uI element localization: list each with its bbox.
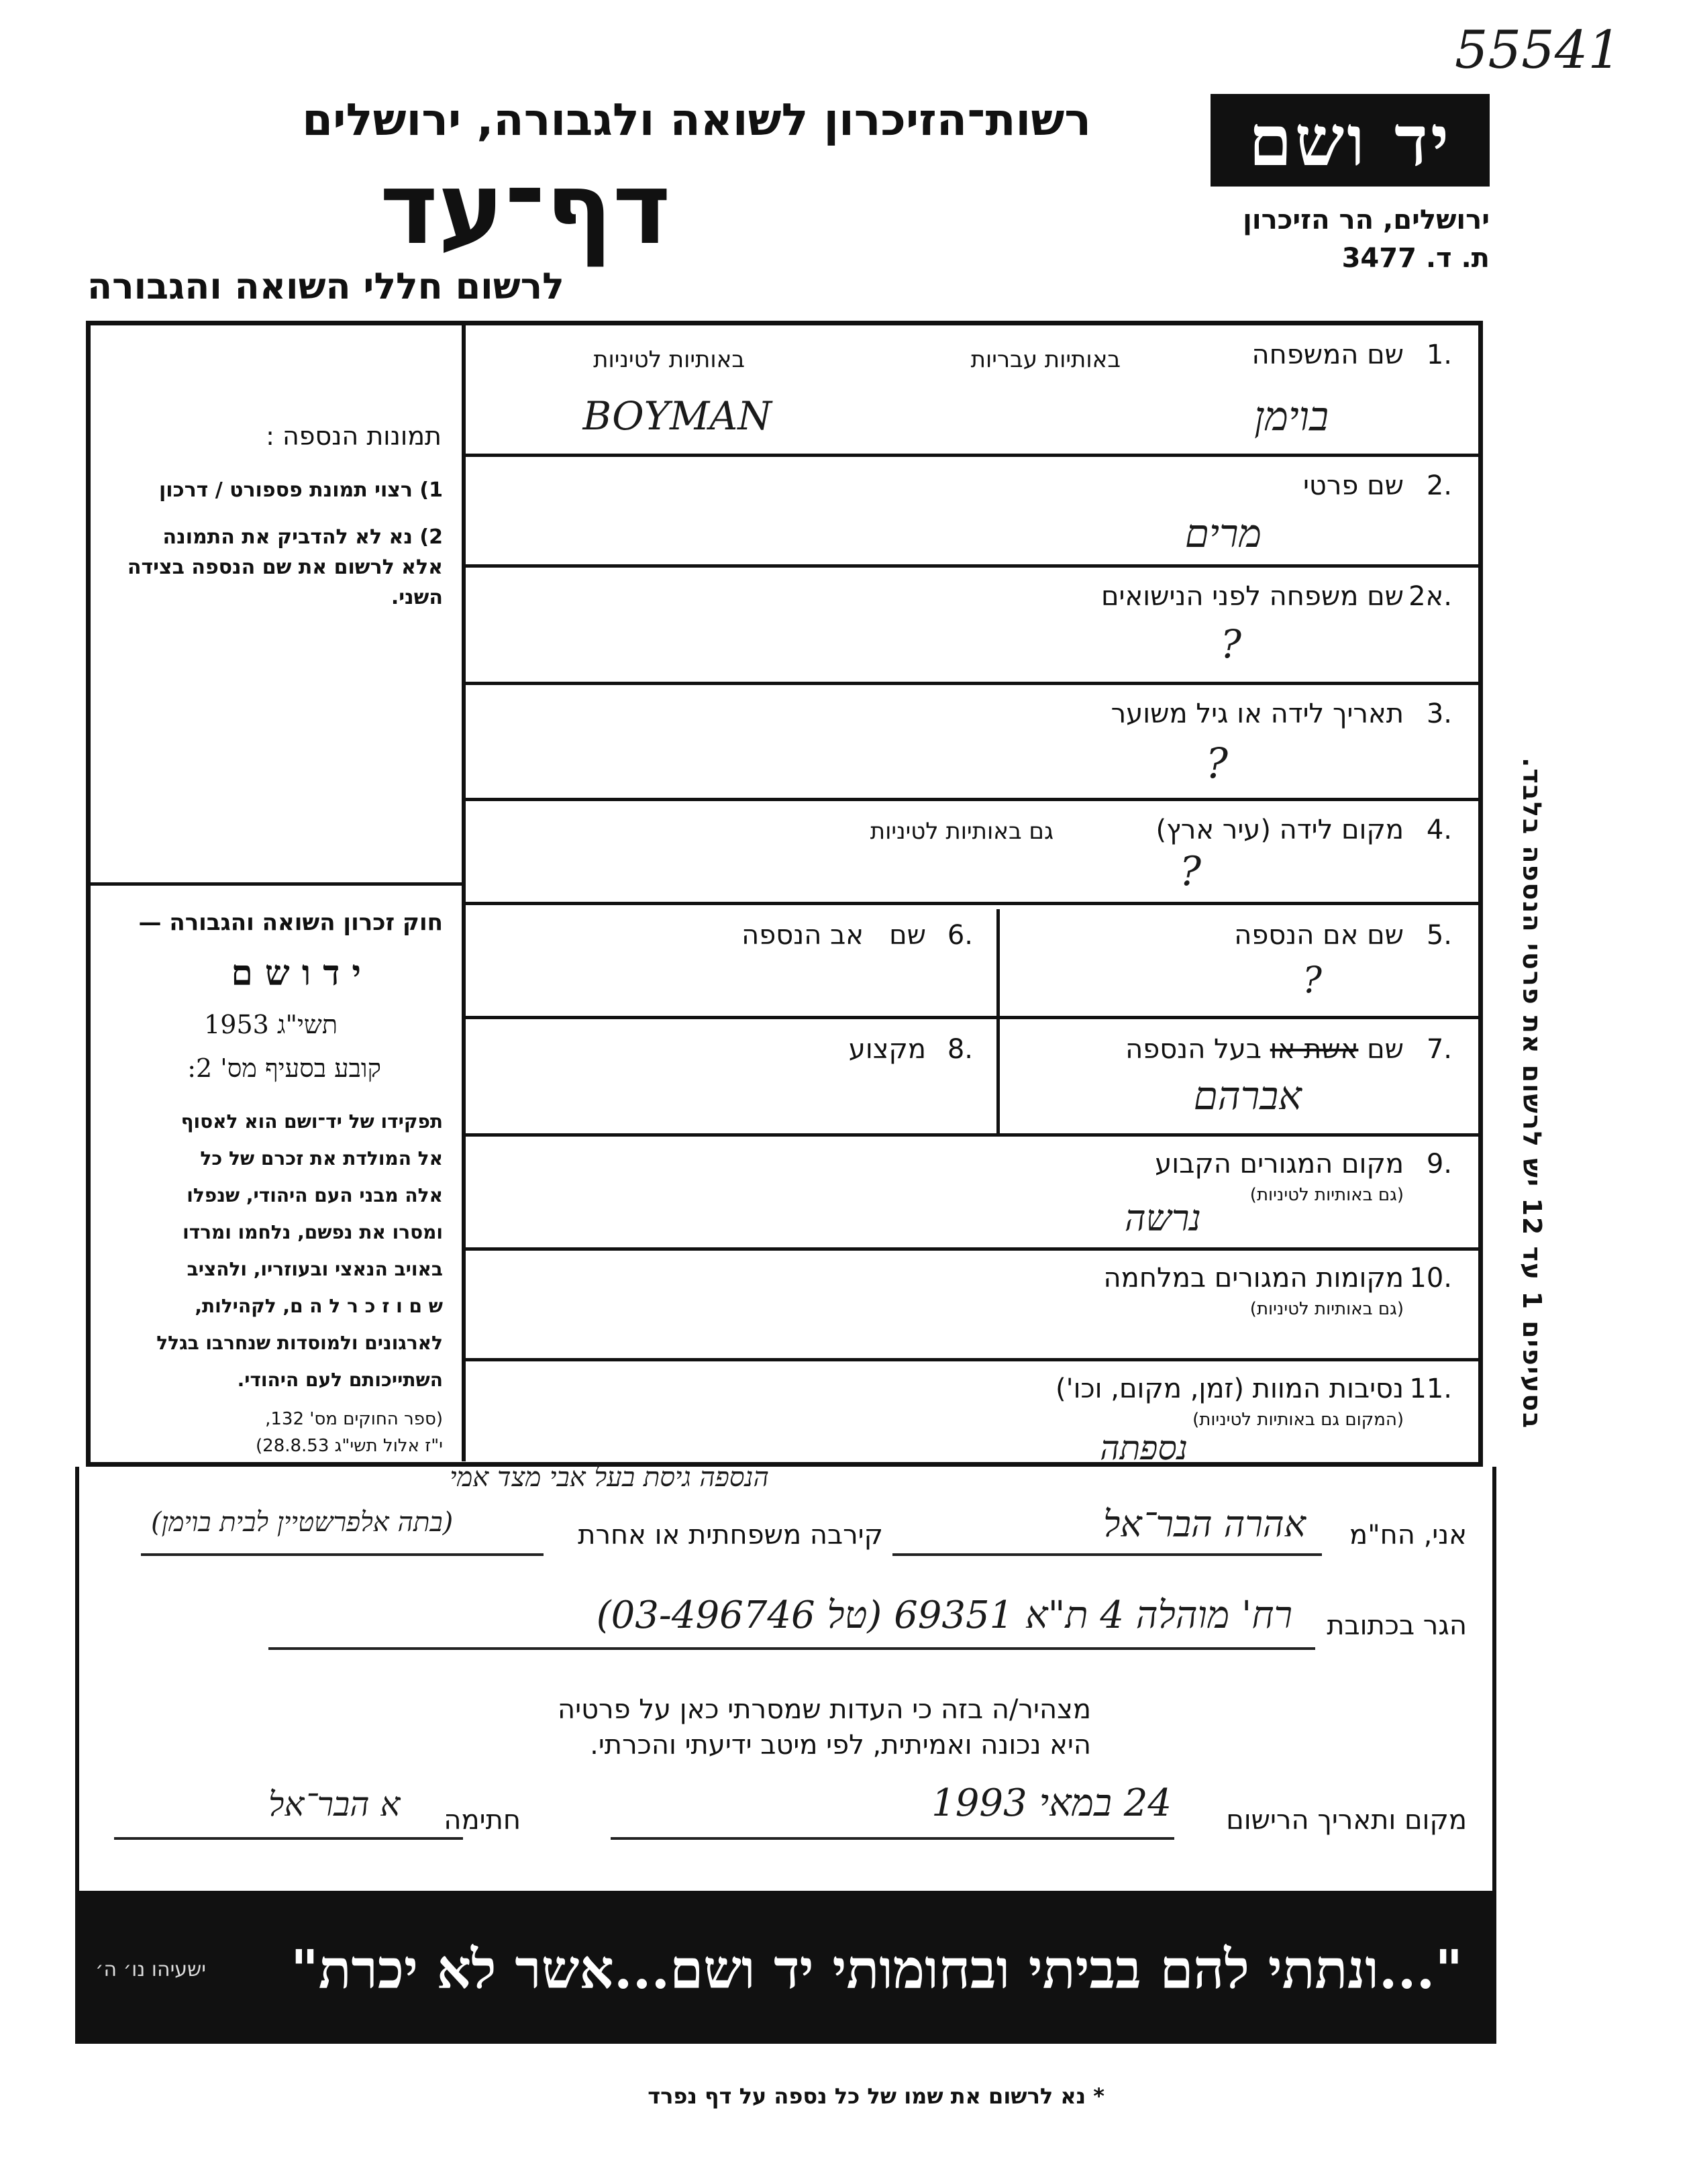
field-number: 7.: [1426, 1034, 1452, 1065]
label-struck: אשת או: [1270, 1034, 1359, 1065]
yad-vashem-logo: [1211, 94, 1490, 187]
field-label: מקומות המגורים במלחמה: [1103, 1263, 1404, 1294]
photo-box: [86, 321, 462, 886]
law-clause: קובע בסעיף מס' 2:: [187, 1053, 381, 1083]
mother-name-value[interactable]: ?: [1302, 959, 1322, 1001]
statement-line-2: היא נכונה ואמיתית, לפי מיטב ידיעתי והכרתי.: [590, 1730, 1091, 1761]
subheading-latin: באותיות לטיניות: [593, 346, 745, 373]
field-row-2: [466, 457, 1483, 568]
label-part: שם: [1367, 1034, 1404, 1065]
law-text-7: לארגונים ולמוסדות שנחרבו בגלל: [156, 1332, 443, 1354]
field-row-9: [466, 1137, 1483, 1251]
field-label: [1125, 1034, 1404, 1065]
spouse-name-value[interactable]: אברהם: [1193, 1073, 1302, 1119]
signature-line: [114, 1837, 463, 1840]
declarant-line: [892, 1553, 1322, 1556]
subheading-hebrew: באותיות עבריות: [970, 346, 1121, 373]
address-line-2: ת. ד. 3477: [1341, 243, 1490, 274]
place-date-line: [611, 1837, 1174, 1840]
law-text-6: ש ם ו ז כ ר ל ה ם, לקהילות,: [195, 1295, 443, 1317]
field-label: מקום המגורים הקבוע: [1155, 1149, 1404, 1180]
subfield-divider: [996, 1019, 1000, 1133]
form-subtitle: לרשום חללי השואה והגבורה: [87, 265, 564, 307]
field-row-4: [466, 801, 1483, 905]
quote-banner: [75, 1891, 1496, 2044]
subfield-divider: [996, 909, 1000, 1017]
law-text-1: תפקידו של יד־ושם הוא לאסוף: [181, 1110, 443, 1133]
banner-source: ישעיהו נו׳ ה׳: [95, 1958, 207, 1981]
law-title: חוק זכרון השואה והגבורה —: [138, 909, 443, 936]
field-label: שם המשפחה: [1251, 340, 1404, 370]
surname-hebrew-value[interactable]: בוימן: [1254, 393, 1329, 440]
field-row-3: [466, 685, 1483, 801]
photo-note-2b: אלא לרשום את שם הנספה בצידה: [127, 556, 443, 579]
banner-quote: "...ונתתי להם בביתי ובחומותי יד ושם...אשר לא יכרת": [291, 1938, 1463, 2001]
field-number: 1.: [1426, 340, 1452, 370]
first-name-value[interactable]: מרים: [1184, 511, 1262, 556]
address-line: [268, 1647, 1315, 1650]
relation-value[interactable]: (בתה אלפרשטיין לבית בוימן): [151, 1507, 454, 1538]
label-part: בעל הנספה: [1125, 1034, 1262, 1065]
birth-place-value[interactable]: ?: [1179, 848, 1201, 895]
field-row-2a: [466, 568, 1483, 685]
place-date-value[interactable]: 24 במאי 1993: [931, 1781, 1172, 1825]
signature-label: חתימה: [444, 1805, 521, 1836]
field-number: 4.: [1426, 815, 1452, 845]
law-source-2: י"ז אלול תשי"ג 28.8.53): [256, 1436, 443, 1456]
subheading-latin: (גם באותיות לטיניות): [1249, 1299, 1404, 1319]
authority-title: רשות־הזיכרון לשואה ולגבורה, ירושלים: [302, 94, 1091, 146]
field-number: 11.: [1409, 1373, 1452, 1404]
law-text-4: ומסרו את נפשם, נלחמו ומרדו: [183, 1221, 443, 1243]
declarant-label: אני, הח"מ: [1349, 1520, 1467, 1551]
birth-date-value[interactable]: ?: [1205, 739, 1228, 788]
law-text-3: אלה מבני העם היהודי, שנפלו: [187, 1184, 443, 1206]
subheading-latin: גם באותיות לטיניות: [870, 818, 1054, 845]
field-number: 10.: [1409, 1263, 1452, 1294]
declarant-name-value[interactable]: אהרה הבר־אל: [1103, 1503, 1306, 1545]
field-label: נסיבות המוות (זמן, מקום, וכו'): [1056, 1373, 1404, 1404]
law-text-5: באויב הנאצי ובעוזריו, ולהציב: [187, 1258, 443, 1280]
field-row-7-8: [466, 1019, 1483, 1137]
address-label: הגר בכתובת: [1327, 1610, 1467, 1641]
field-label: תאריך לידה או גיל משוער: [1111, 698, 1404, 729]
residence-value[interactable]: נרשה: [1125, 1197, 1201, 1239]
field-row-10: [466, 1251, 1483, 1361]
field-label: מקום לידה (עיר ארץ): [1155, 815, 1404, 845]
law-box: [86, 889, 462, 1466]
law-name: י ד ו ש ם: [231, 953, 361, 994]
field-number: 6.: [947, 920, 973, 951]
subheading-latin: (המקום גם באותיות לטיניות): [1192, 1410, 1404, 1430]
signature-value[interactable]: א הבר־אל: [268, 1785, 401, 1824]
relation-line: [141, 1553, 544, 1556]
field-number: 3.: [1426, 698, 1452, 729]
surname-latin-value[interactable]: BOYMAN: [582, 393, 772, 439]
relation-label: קירבה משפחתית או אחרת: [578, 1520, 883, 1551]
field-number: 2א.: [1408, 581, 1452, 612]
field-number: 5.: [1426, 920, 1452, 951]
place-date-label: מקום ותאריך הרישום: [1226, 1805, 1467, 1836]
address-line-1: ירושלים, הר הזיכרון: [1243, 205, 1490, 236]
law-source-1: (ספר החוקים מס' 132,: [265, 1409, 443, 1429]
field-row-5-6: [466, 905, 1483, 1019]
field-number: 2.: [1426, 470, 1452, 501]
death-circumstances-value[interactable]: נספתה: [1100, 1428, 1188, 1467]
handwritten-relation-note: הנספה גיסת בעל אבי מצד אמי: [450, 1462, 769, 1493]
address-value[interactable]: רח' מוהלה 4 ת"א 69351 (טל 03-496746): [596, 1594, 1292, 1637]
logo-text: יד ושם: [1248, 99, 1452, 182]
law-year: תשי"ג 1953: [204, 1010, 338, 1039]
subheading-latin: (גם באותיות לטיניות): [1249, 1185, 1404, 1205]
field-label: מקצוע: [848, 1034, 926, 1065]
file-number: 55541: [1454, 20, 1621, 81]
field-number: 9.: [1426, 1149, 1452, 1180]
form-title: דף־עד: [379, 151, 671, 266]
field-label: שם משפחה לפני הנישואים: [1100, 581, 1404, 612]
field-label: שם אב הנספה: [741, 920, 926, 951]
law-text-2: אל המולדת את זכרם של כל: [200, 1147, 443, 1169]
photo-note-2c: השני.: [391, 586, 443, 609]
field-row-1: [466, 326, 1483, 457]
footer-note: * נא לרשום את שמו של כל נספה על דף נפרד: [648, 2083, 1105, 2109]
law-text-8: השתייכותם לעם היהודי.: [237, 1369, 443, 1391]
side-note: בסעיפים 1 עד 12 יש לרשום את פרטי הנספה בלבד.: [1517, 757, 1547, 1429]
field-row-11: [466, 1361, 1483, 1467]
field-number: 8.: [947, 1034, 973, 1065]
maiden-name-value[interactable]: ?: [1220, 621, 1241, 667]
photo-note-1: 1) רצוי תמונת פספורט / דרכון: [158, 478, 443, 502]
photo-title: תמונות הנספה :: [266, 421, 442, 451]
field-label: שם אם הנספה: [1234, 920, 1404, 951]
statement-line-1: מצהיר/ה בזה כי העדות שמסרתי כאן על פרטיה: [558, 1694, 1091, 1725]
photo-note-2a: 2) נא לא להדביק את התמונה: [162, 525, 443, 549]
field-label: שם פרטי: [1302, 470, 1404, 501]
